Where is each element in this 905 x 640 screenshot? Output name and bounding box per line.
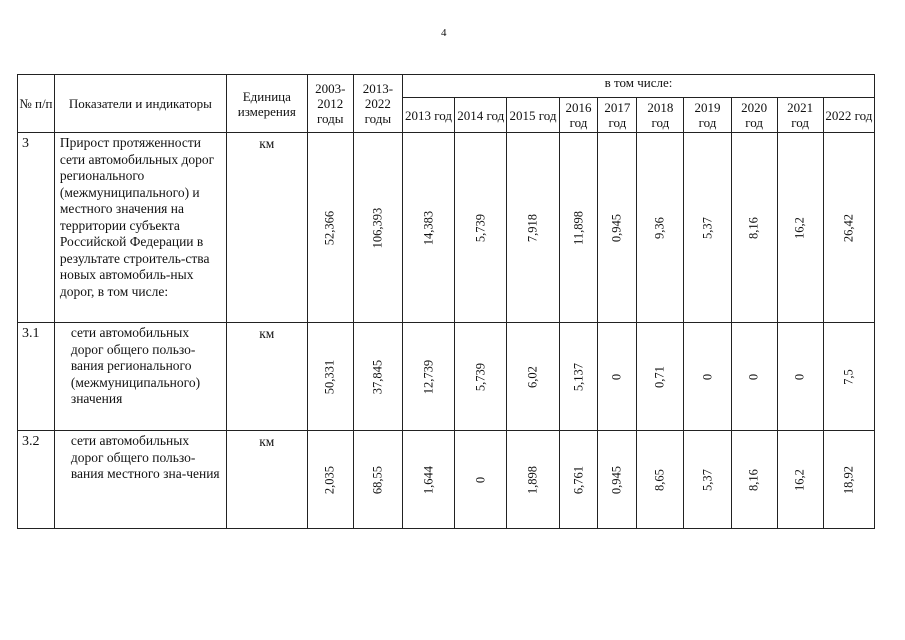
value-text: 0 xyxy=(609,373,624,380)
header-including: в том числе: xyxy=(402,75,874,98)
header-year: 2018 год xyxy=(637,98,684,133)
value-text: 5,37 xyxy=(700,468,714,491)
value-cell xyxy=(307,323,353,431)
value-text: 26,42 xyxy=(841,213,856,242)
header-period-2013-2022: 2013-2022 годы xyxy=(353,75,402,133)
value-text: 5,137 xyxy=(571,362,585,391)
value-text: 6,761 xyxy=(571,465,585,494)
value-text: 11,898 xyxy=(571,210,585,245)
value-text: 0,71 xyxy=(652,365,667,388)
value-cell xyxy=(823,323,874,431)
header-year: 2016 год xyxy=(559,98,598,133)
value-text: 7,918 xyxy=(525,213,540,242)
header-year: 2014 год xyxy=(455,98,507,133)
header-year: 2013 год xyxy=(402,98,454,133)
value-text: 1,644 xyxy=(421,465,436,494)
header-year: 2019 год xyxy=(684,98,731,133)
unit-cell: км xyxy=(226,323,307,431)
value-text: 8,65 xyxy=(652,468,667,491)
value-text: 0 xyxy=(746,373,761,380)
unit-cell: км xyxy=(226,133,307,323)
value-text: 5,37 xyxy=(700,216,714,239)
row-number: 3.2 xyxy=(18,431,55,529)
header-year: 2017 год xyxy=(598,98,637,133)
value-text: 0 xyxy=(473,476,488,483)
value-cell xyxy=(507,133,559,323)
value-cell xyxy=(731,431,777,529)
value-cell xyxy=(598,323,637,431)
value-cell xyxy=(507,431,559,529)
header-year: 2015 год xyxy=(507,98,559,133)
row-number: 3.1 xyxy=(18,323,55,431)
value-cell xyxy=(777,431,823,529)
value-text: 8,16 xyxy=(746,468,761,491)
unit-cell: км xyxy=(226,431,307,529)
value-text: 1,898 xyxy=(525,465,540,494)
value-cell xyxy=(559,133,598,323)
value-cell xyxy=(637,431,684,529)
value-text: 14,383 xyxy=(421,210,436,245)
value-text: 18,92 xyxy=(841,465,856,494)
value-text: 50,331 xyxy=(322,359,337,394)
header-indicator: Показатели и индикаторы xyxy=(54,75,226,133)
value-text: 37,845 xyxy=(370,359,385,394)
value-text: 0 xyxy=(792,373,807,380)
row-number: 3 xyxy=(18,133,55,323)
value-cell xyxy=(353,323,402,431)
value-cell xyxy=(684,133,731,323)
table-row xyxy=(18,133,875,323)
value-text: 0,945 xyxy=(609,465,624,494)
value-text: 12,739 xyxy=(421,359,436,394)
value-cell xyxy=(598,431,637,529)
value-cell xyxy=(455,323,507,431)
value-cell xyxy=(637,133,684,323)
value-cell xyxy=(777,133,823,323)
value-cell xyxy=(353,133,402,323)
value-cell xyxy=(455,133,507,323)
value-cell xyxy=(637,323,684,431)
table-row xyxy=(18,431,875,529)
header-unit: Единица измерения xyxy=(226,75,307,133)
value-cell xyxy=(402,133,454,323)
value-text: 5,739 xyxy=(473,362,488,391)
header-year: 2020 год xyxy=(731,98,777,133)
value-text: 5,739 xyxy=(473,213,488,242)
value-cell xyxy=(307,431,353,529)
value-text: 0,945 xyxy=(609,213,624,242)
value-text: 16,2 xyxy=(792,216,807,239)
value-text: 7,5 xyxy=(841,368,856,385)
value-cell xyxy=(731,323,777,431)
value-text: 2,035 xyxy=(322,465,337,494)
value-text: 68,55 xyxy=(370,465,385,494)
indicators-table xyxy=(17,74,875,529)
value-text: 52,366 xyxy=(322,210,337,245)
indicator-text: сети автомобильных дорог общего пользо-вания местного зна-чения xyxy=(54,431,226,529)
indicator-text: сети автомобильных дорог общего пользо-вания регионального (межмуниципального) значения xyxy=(54,323,226,431)
value-text: 106,393 xyxy=(370,207,385,248)
value-cell xyxy=(559,431,598,529)
value-cell xyxy=(559,323,598,431)
value-cell xyxy=(823,133,874,323)
value-cell xyxy=(402,323,454,431)
value-cell xyxy=(777,323,823,431)
indicator-text: Прирост протяженности сети автомобильных дорог регионального (межмуниципального) и местного значения на территории субъекта Российской Федерации в результате строитель-ства новых автомобиль-ных дорог, в том числе: xyxy=(54,133,226,323)
value-text: 0 xyxy=(700,373,714,380)
value-text: 6,02 xyxy=(525,365,540,388)
value-cell xyxy=(507,323,559,431)
header-year: 2022 год xyxy=(823,98,874,133)
header-year: 2021 год xyxy=(777,98,823,133)
value-text: 9,36 xyxy=(652,216,667,239)
header-period-2003-2012: 2003-2012 годы xyxy=(307,75,353,133)
value-cell xyxy=(455,431,507,529)
value-cell xyxy=(731,133,777,323)
value-text: 16,2 xyxy=(792,468,807,491)
value-cell xyxy=(684,431,731,529)
value-cell xyxy=(823,431,874,529)
page-number: 4 xyxy=(441,27,447,39)
value-cell xyxy=(307,133,353,323)
value-cell xyxy=(353,431,402,529)
value-cell xyxy=(402,431,454,529)
header-num: № п/п xyxy=(18,75,55,133)
value-text: 8,16 xyxy=(746,216,761,239)
value-cell xyxy=(598,133,637,323)
value-cell xyxy=(684,323,731,431)
table-row xyxy=(18,323,875,431)
